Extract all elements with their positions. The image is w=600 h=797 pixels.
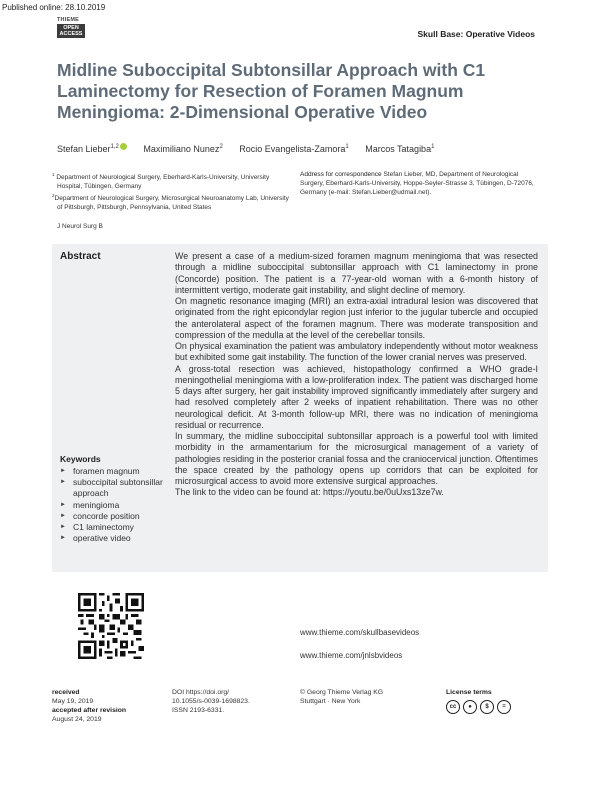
keyword: ► C1 laminectomy <box>60 522 175 533</box>
jnlsb-videos-link[interactable]: www.thieme.com/jnlsbvideos <box>300 651 403 660</box>
keyword: ► concorde position <box>60 511 175 522</box>
author-list <box>57 143 448 154</box>
qr-code-icon[interactable] <box>78 593 144 659</box>
doi-link[interactable]: DOI https://doi.org/ <box>172 689 230 696</box>
abstract-paragraph: In summary, the midline suboccipital subtonsillar approach is a powerful tool with limited morbidity in the armamentarium for the microsurgical management of a variety of pathologies residing in the posterior cranial fossa and the craniocervical junction. Oftentimes the space created by the pathology opens up corridors that can be exploited for microsurgical access to avoid more extensive surgical approaches. <box>175 431 538 486</box>
keyword: ► operative video <box>60 533 175 544</box>
abstract-paragraph: A gross-total resection was achieved, histopathology confirmed a WHO grade-I meningothelial meningioma with a low-proliferation index. The patient was discharged home 5 days after surgery, her gait instability improved significantly immediately after surgery and had resolved completely after 2 weeks of inpatient rehabilitation. There was no other neurological deficit. At 3-month follow-up MRI, there was no indication of meningioma residual or recurrence. <box>175 363 538 430</box>
published-date: Published online: 28.10.2019 <box>2 3 106 12</box>
author[interactable]: Marcos Tatagiba$^1$ <box>365 144 435 154</box>
abstract-text <box>175 251 538 499</box>
video-link[interactable]: The link to the video can be found at: https://youtu.be/0uUxs13ze7w. <box>175 487 444 498</box>
cc-icon: cc <box>446 700 460 714</box>
keywords-list <box>60 466 175 544</box>
orcid-icon[interactable] <box>120 143 127 150</box>
author[interactable]: Maximiliano Nunez$^2$ <box>143 144 223 154</box>
abstract-paragraph: We present a case of a medium-sized foramen magnum meningioma that was resected through a midline suboccipital subtonsillar approach with C1 laminectomy in prone (Concorde) position. The patient is a 77-year-old woman with a 6-month history of intermittent vertigo, moderate gait instability, and slight decline of memory. <box>175 251 538 295</box>
abstract-paragraph: On physical examination the patient was ambulatory independently without motor weakness but exhibited some gait instability. The function of the lower cranial nerves was preserved. <box>175 341 538 363</box>
keyword: ► foramen magnum <box>60 466 175 477</box>
nd-icon: = <box>497 700 511 714</box>
nc-icon: $ <box>480 700 494 714</box>
affiliations <box>52 170 292 212</box>
article-title: Midline Suboccipital Subtonsillar Approach with C1 Laminectomy for Resection of Foramen Magnum Meningioma: 2-Dimensional Operative Video <box>57 60 486 122</box>
received-dates: received May 19, 2019 accepted after revision August 24, 2019 <box>52 689 127 723</box>
keyword: ► suboccipital subtonsillar approach <box>60 477 175 499</box>
doi-info: DOI https://doi.org/ 10.1055/s-0039-1698823. ISSN 2193-6331. <box>172 689 250 714</box>
journal-name: J Neurol Surg B <box>57 223 103 230</box>
keyword: ► meningioma <box>60 500 175 511</box>
by-icon: ● <box>463 700 477 714</box>
copyright-info: © Georg Thieme Verlag KG Stuttgart · New York <box>300 689 384 705</box>
license-icons[interactable] <box>446 700 546 714</box>
author[interactable]: Stefan Lieber$^{1,2}$ <box>57 144 127 154</box>
abstract-heading: Abstract <box>60 251 101 262</box>
correspondence-address: Address for correspondence Stefan Lieber, MD, Department of Neurological Surgery, Eberhard-Karls-University, Hoppe-Seyler-Strasse 3, Tübingen, D-72076, Germany (e-mail: Stefan.Lieber@udmail.net). <box>300 171 534 196</box>
affiliation: $^1$ Department of Neurological Surgery, Eberhard-Karls-University, University Hospital, Tübingen, Germany <box>52 172 270 191</box>
affiliation: $^2$Department of Neurological Surgery, Microsurgical Neuroanatomy Lab, University of Pittsburgh, Pittsburgh, Pennsylvania, United States <box>52 193 289 212</box>
author[interactable]: Rocio Evangelista-Zamora$^1$ <box>239 144 349 154</box>
section-label: Skull Base: Operative Videos <box>417 29 535 39</box>
skullbase-videos-link[interactable]: www.thieme.com/skullbasevideos <box>300 628 420 637</box>
thieme-open-access-logo[interactable]: THIEME OPEN ACCESS <box>57 17 85 41</box>
license-terms: License terms cc ● $ = <box>446 688 546 714</box>
abstract-paragraph: On magnetic resonance imaging (MRI) an extra-axial intradural lesion was discovered that originated from the right epicondylar region just inferior to the jugular tubercle and occupied the anterolateral aspect of the foramen magnum. There was moderate transposition and compression of the medulla at the level of the cerebellar tonsils. <box>175 296 538 340</box>
keywords-heading: Keywords <box>60 454 101 464</box>
